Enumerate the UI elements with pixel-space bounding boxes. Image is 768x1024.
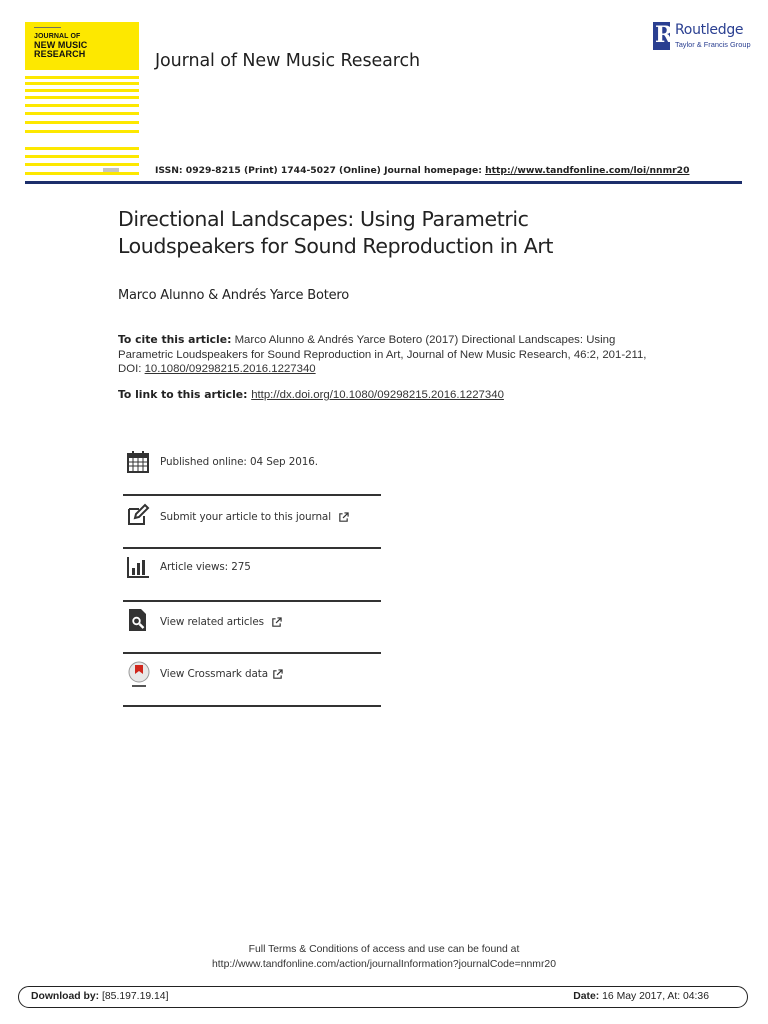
calendar-icon bbox=[126, 450, 150, 474]
edit-icon bbox=[126, 503, 150, 527]
info-divider bbox=[123, 705, 381, 707]
citation-block bbox=[118, 333, 658, 377]
info-divider bbox=[123, 494, 381, 496]
terms-notice bbox=[0, 942, 768, 972]
info-divider bbox=[123, 600, 381, 602]
journal-title: Journal of New Music Research bbox=[155, 51, 420, 71]
cover-stripe bbox=[25, 76, 139, 79]
crossmark-icon bbox=[126, 661, 152, 689]
crossmark-label: View Crossmark data bbox=[160, 668, 269, 680]
routledge-mark-icon: R bbox=[655, 22, 674, 48]
download-by-label: Download by: bbox=[31, 991, 100, 1002]
article-link-label: To link to this article: bbox=[118, 388, 252, 401]
bar-chart-icon bbox=[126, 555, 150, 579]
cover-title-line1: JOURNAL OF bbox=[34, 33, 81, 40]
article-views-text: Article views: 275 bbox=[160, 561, 251, 573]
external-link-icon bbox=[271, 617, 282, 628]
header-divider bbox=[25, 181, 742, 184]
crossmark-row[interactable] bbox=[123, 660, 381, 692]
citation-text: Marco Alunno & Andrés Yarce Botero (2017) Directional Landscapes: Using Parametric Loudspeakers for Sound Reproduction in Art, Journal of New Music Research, 46:2, 201-211, DOI: bbox=[118, 334, 647, 376]
crossmark-link[interactable] bbox=[160, 668, 283, 680]
submit-article-link[interactable] bbox=[160, 511, 349, 523]
doi-link[interactable]: 10.1080/09298215.2016.1227340 bbox=[144, 363, 316, 376]
citation-label: To cite this article: bbox=[118, 333, 232, 346]
article-views-row bbox=[123, 555, 381, 585]
cover-masthead-mark: ▬▬▬▬▬▬▬▬▬ bbox=[34, 25, 61, 29]
publisher-subtitle: Taylor & Francis Group bbox=[675, 40, 751, 49]
cover-stripe bbox=[25, 172, 139, 175]
journal-homepage-link[interactable]: http://www.tandfonline.com/loi/nnmr20 bbox=[485, 165, 690, 176]
download-date-value: 16 May 2017, At: 04:36 bbox=[599, 991, 709, 1002]
submit-article-label: Submit your article to this journal bbox=[160, 511, 331, 523]
cover-stripe bbox=[25, 104, 139, 107]
download-date bbox=[573, 991, 709, 1002]
cover-stripe bbox=[25, 112, 139, 115]
external-link-icon bbox=[338, 512, 349, 523]
journal-cover-thumbnail bbox=[25, 22, 139, 176]
article-doi-url-link[interactable]: http://dx.doi.org/10.1080/09298215.2016.1227340 bbox=[251, 389, 504, 401]
info-divider bbox=[123, 652, 381, 654]
article-authors: Marco Alunno & Andrés Yarce Botero bbox=[118, 288, 350, 303]
search-document-icon bbox=[126, 608, 150, 632]
related-articles-link[interactable] bbox=[160, 616, 282, 628]
cover-stripe bbox=[25, 82, 139, 85]
related-articles-label: View related articles bbox=[160, 616, 264, 628]
submit-article-row[interactable] bbox=[123, 503, 381, 533]
article-title: Directional Landscapes: Using Parametric Loudspeakers for Sound Reproduction in Art bbox=[118, 207, 554, 258]
publisher-name: Routledge bbox=[675, 22, 744, 38]
download-date-label: Date: bbox=[573, 991, 600, 1002]
download-info-bar bbox=[18, 986, 748, 1008]
terms-url-link[interactable]: http://www.tandfonline.com/action/journalInformation?journalCode=nnmr20 bbox=[212, 959, 556, 970]
issn-line bbox=[155, 165, 689, 176]
info-divider bbox=[123, 547, 381, 549]
cover-publisher-logo bbox=[103, 168, 119, 172]
cover-stripe bbox=[25, 147, 139, 150]
cover-stripe bbox=[25, 96, 139, 99]
cover-stripe bbox=[25, 121, 139, 124]
published-online-text: Published online: 04 Sep 2016. bbox=[160, 456, 318, 468]
cover-stripe bbox=[25, 130, 139, 133]
issn-text: ISSN: 0929-8215 (Print) 1744-5027 (Online) Journal homepage: bbox=[155, 165, 486, 176]
terms-line: Full Terms & Conditions of access and use can be found at bbox=[248, 944, 520, 955]
published-online-row bbox=[123, 450, 381, 480]
publisher-logo bbox=[653, 22, 751, 52]
external-link-icon bbox=[272, 669, 283, 680]
download-by bbox=[31, 991, 168, 1002]
cover-title bbox=[34, 32, 139, 59]
article-link-block bbox=[118, 388, 504, 401]
cover-stripe bbox=[25, 163, 139, 166]
cover-title-line2: NEW MUSIC RESEARCH bbox=[34, 40, 88, 59]
cover-stripe bbox=[25, 155, 139, 158]
related-articles-row[interactable] bbox=[123, 608, 381, 638]
cover-stripe bbox=[25, 89, 139, 92]
download-by-value: [85.197.19.14] bbox=[99, 991, 169, 1002]
